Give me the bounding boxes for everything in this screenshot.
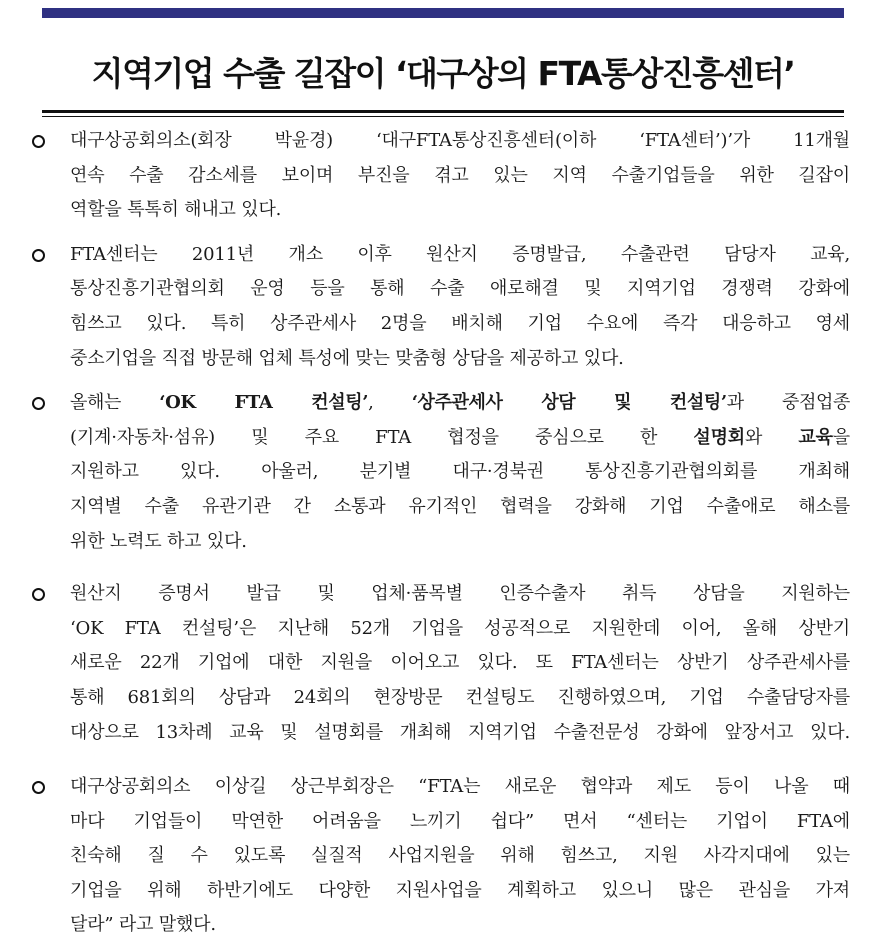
line-text: 을	[832, 426, 850, 448]
ok-fta-consulting-phrase: ‘OK FTA 컨설팅’	[159, 392, 369, 414]
line-text: (기계·자동차·섬유) 및 주요 FTA 협정을 중심으로 한	[70, 426, 694, 448]
education-phrase: 교육	[798, 426, 833, 448]
customs-consulting-phrase: ‘상주관세사 상담 및 컨설팅’	[411, 392, 727, 414]
paragraph-line: 역할을 톡톡히 해내고 있다.	[70, 199, 282, 221]
header-color-bar	[42, 8, 844, 18]
page-title: 지역기업 수출 길잡이 ‘대구상의 FTA통상진흥센터’	[91, 54, 795, 93]
paragraph-line	[70, 421, 850, 456]
paragraph-line	[70, 386, 850, 421]
paragraph-line: 중소기업을 직접 방문해 업체 특성에 맞는 맞춤형 상담을 제공하고 있다.	[70, 347, 624, 369]
paragraph-line: FTA센터는 2011년 개소 이후 원산지 증명발급, 수출관련 담당자 교육,	[70, 243, 850, 265]
article-body	[30, 124, 850, 943]
paragraph-line: 마다 기업들이 막연한 어려움을 느끼기 쉽다” 면서 “센터는 기업이 FTA에	[70, 810, 850, 832]
paragraph-line: 힘쓰고 있다. 특히 상주관세사 2명을 배치해 기업 수요에 즉각 대응하고 영세	[70, 312, 850, 334]
paragraph-line: 연속 수출 감소세를 보이며 부진을 겪고 있는 지역 수출기업들을 위한 길잡이	[70, 164, 850, 186]
paragraph-4	[30, 577, 850, 750]
paragraph-line: 친숙해 질 수 있도록 실질적 사업지원을 위해 힘쓰고, 지원 사각지대에 있는	[70, 845, 850, 867]
line-text: 올해는	[70, 392, 160, 414]
paragraph-line: 지원하고 있다. 아울러, 분기별 대구·경북권 통상진흥기관협의회를 개최해	[70, 461, 850, 483]
paragraph-line: 대구상공회의소 이상길 상근부회장은 “FTA는 새로운 협약과 제도 등이 나올 때	[70, 776, 850, 798]
title-rule-thin	[42, 116, 844, 117]
paragraph-line: 대구상공회의소(회장 박윤경) ‘대구FTA통상진흥센터(이하 ‘FTA센터’)’가 11개월	[70, 130, 850, 151]
bullet-icon	[30, 238, 70, 273]
paragraph-3	[30, 386, 850, 559]
line-text: 과 중점업종	[726, 392, 850, 414]
paragraph-line: 기업을 위해 하반기에도 다양한 지원사업을 계획하고 있으니 많은 관심을 가져	[70, 879, 850, 901]
paragraph-line: 통상진흥기관협의회 운영 등을 통해 수출 애로해결 및 지역기업 경쟁력 강화에	[70, 278, 850, 300]
paragraph-2	[30, 238, 850, 376]
paragraph-line: 위한 노력도 하고 있다.	[70, 530, 247, 552]
paragraph-line: 대상으로 13차례 교육 및 설명회를 개최해 지역기업 수출전문성 강화에 앞장서고 있다.	[70, 721, 850, 743]
paragraph-line: 새로운 22개 기업에 대한 지원을 이어오고 있다. 또 FTA센터는 상반기 상주관세사를	[70, 652, 850, 674]
line-text: 와	[745, 426, 799, 448]
bullet-icon	[30, 386, 70, 421]
paragraph-line: 달라” 라고 말했다.	[70, 914, 216, 936]
paragraph-line: ‘OK FTA 컨설팅’은 지난해 52개 기업을 성공적으로 지원한데 이어, 올해 상반기	[70, 617, 850, 639]
title-rule	[42, 110, 844, 113]
bullet-icon	[30, 124, 70, 159]
paragraph-line: 통해 681회의 상담과 24회의 현장방문 컨설팅도 진행하였으며, 기업 수출담당자를	[70, 686, 850, 708]
paragraph-5	[30, 770, 850, 943]
briefing-session-phrase: 설명회	[693, 426, 745, 448]
paragraph-1	[30, 124, 850, 228]
bullet-icon	[30, 577, 70, 612]
paragraph-line: 원산지 증명서 발급 및 업체·품목별 인증수출자 취득 상담을 지원하는	[70, 583, 850, 605]
paragraph-line: 지역별 수출 유관기관 간 소통과 유기적인 협력을 강화해 기업 수출애로 해소를	[70, 495, 850, 517]
line-text: ,	[368, 392, 412, 414]
bullet-icon	[30, 770, 70, 805]
